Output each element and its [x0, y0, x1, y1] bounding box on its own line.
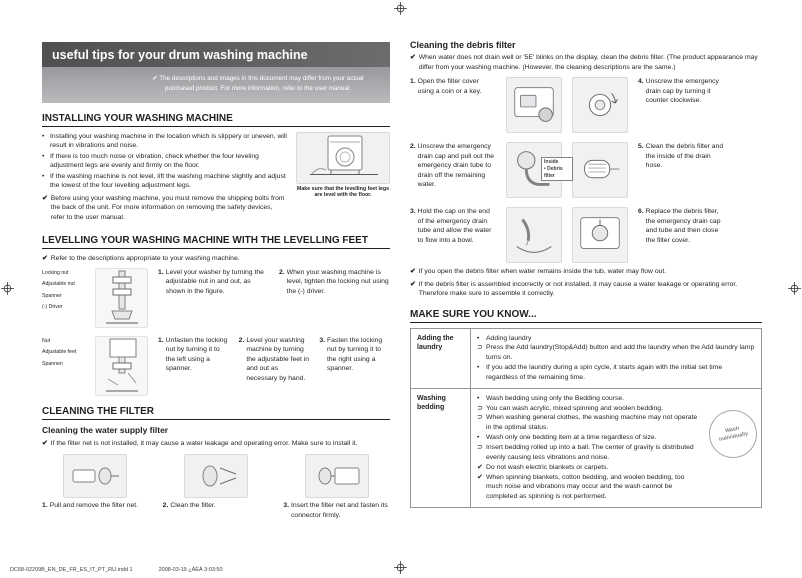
label-driver: (-) Driver [42, 303, 63, 310]
marker-icon: • [477, 434, 480, 442]
figure-pull-filter-net [63, 454, 127, 498]
marker-icon: ✔ [477, 463, 483, 471]
list-item-text: If you add the laundry during a spin cycle, it starts again with the initial set time regardless of the remaining time. [486, 364, 723, 381]
list-item-text: Wash only one bedding item at a time regardless of size. [486, 434, 657, 442]
list-item-text: When washing general clothes, the washing machine may not operate in the optimal status. [486, 414, 698, 432]
figure-washing-machine [296, 132, 390, 184]
row-content [477, 334, 755, 383]
step [410, 142, 496, 198]
right-column [410, 40, 762, 508]
footer-timestamp: 2008-03-19 ¿ÀÈÄ 3:03:50 [158, 567, 223, 573]
page-title: useful tips for your drum washing machine [42, 42, 390, 67]
list-item-text: You can wash acrylic, mixed spinning and woolen bedding. [486, 404, 663, 412]
label-nut: Nut [42, 337, 51, 344]
step [638, 207, 726, 263]
bullet-item [42, 132, 288, 151]
bullet-text: If there is too much noise or vibration, check whether the four leveling adjustment legs are evenly and firmly on the floor. [50, 152, 259, 170]
heading-levelling: LEVELLING YOUR WASHING MACHINE WITH THE LEVELLING FEET [42, 235, 390, 249]
list-item [477, 363, 755, 383]
step-text: Level your washer by turning the adjustable nut in and out, as shown in the figure. [165, 268, 264, 295]
step [283, 501, 390, 520]
note-text: If the debris filter is assembled incorrectly or not installed, it may cause a water leakage or operating error. Therefore make sure to assemble it correctly. [418, 280, 738, 298]
bullet-icon: • [42, 132, 45, 140]
subheading-water-supply-filter: Cleaning the water supply filter [42, 424, 169, 435]
figure-levelling-nut [95, 268, 148, 328]
step-number: 2. [410, 143, 416, 151]
table-row [411, 328, 762, 388]
check-note [42, 439, 390, 449]
step-text: Fasten the locking nut by turning it to the right using a spanner. [327, 336, 383, 373]
bullet-icon: • [42, 172, 45, 180]
list-item-text: Do not wash electric blankets or carpets. [486, 463, 609, 471]
list-item-text: When spinning blankets, cotton bedding, and woolen bedding, too much noise and vibrations may occur and the wash cannot be completed as spinning is not performed. [486, 473, 685, 501]
step-number: 3. [410, 208, 416, 216]
marker-icon: ⊃ [477, 414, 483, 422]
banner-disclaimer: ✔ The descriptions and images in this document may differ from your actual purchased product. For more information, refer to the user manual. [42, 67, 390, 103]
bullet-text: If the washing machine is not level, lift the washing machine slightly and adjust the lowest of the four levelling adjustment legs. [50, 172, 286, 190]
bullet-item [42, 152, 288, 171]
know-table [410, 328, 762, 509]
figure-levelling-feet [95, 336, 148, 396]
check-icon: ✔ [410, 268, 416, 276]
step-number: 3. [283, 502, 290, 510]
bullet-item [42, 172, 288, 191]
check-note [42, 254, 390, 264]
row-label-adding-laundry: Adding the laundry [411, 328, 471, 388]
step-text: Clean the filter. [170, 502, 216, 510]
step-text: Pull and remove the filter net. [49, 502, 139, 510]
note-text: When water does not drain well or '5E' blinks on the display, clean the debris filter. (The product appearance may differ from your washing machine. (However, the cleaning descriptions are the same.) [418, 54, 758, 71]
debris-steps-grid [410, 77, 762, 263]
inside-label-line2: • Debris filter [544, 165, 563, 179]
step-text: Unfasten the locking nut by turning it to the left using a spanner. [165, 336, 228, 373]
figure-caption: Make sure that the levelling feet legs are level with the floor. [296, 185, 390, 199]
label-adjustable-nut: Adjustable nut [42, 281, 75, 288]
step-number: 1. [42, 502, 48, 510]
list-item-text: Press the Add laundry(Stop&Add) button and add the laundry when the Add laundry lamp turns on. [486, 344, 755, 362]
bullet-icon: • [42, 152, 45, 160]
list-item [477, 463, 701, 473]
inside-label-line1: Inside [544, 159, 559, 166]
levelling-nut-row [42, 268, 390, 328]
list-item-text: Wash bedding using only the Bedding course. [486, 394, 625, 402]
check-note [410, 53, 762, 72]
check-icon: ✔ [42, 439, 48, 447]
step-text: Insert the filter net and fasten its connector firmly. [291, 502, 388, 519]
label-spannen: Spannen [42, 360, 63, 367]
note-text: If the filter net is not installed, it may cause a water leakage and operating error. Make sure to install it. [50, 439, 358, 447]
table-row [411, 388, 762, 507]
heading-debris-filter: Cleaning the debris filter [410, 40, 516, 50]
step-text: Clean the debris filter and the inside of the drain hose. [645, 143, 724, 170]
list-item [477, 404, 701, 414]
diagram-labels [42, 268, 92, 328]
diagram-labels [42, 336, 92, 396]
left-column [42, 42, 390, 520]
step [279, 268, 390, 328]
registration-mark-bottom-icon [394, 561, 407, 574]
step-number: 5. [638, 143, 644, 151]
marker-icon: • [477, 364, 480, 372]
list-item-text: Adding laundry [486, 334, 532, 342]
figure-clean-filter [184, 454, 248, 498]
step [42, 501, 149, 511]
step-text: Open the filter cover using a coin or a key. [417, 78, 482, 95]
wash-individually-stamp: Wash individually [705, 405, 762, 462]
registration-mark-left-icon [1, 282, 14, 295]
marker-icon: ⊃ [477, 444, 483, 452]
levelling-feet-row [42, 336, 390, 396]
step-text: Level your washing machine by turning the adjustable feet in and out as necessary by hand. [246, 336, 310, 382]
label-spanner: Spanner [42, 292, 62, 299]
list-item [477, 443, 701, 463]
step-text: Unscrew the emergency drain cap by turning it counter clockwise. [645, 78, 719, 105]
step-text: When your washing machine is level, tighten the locking nut using the (-) driver. [286, 268, 389, 295]
note-text: Before using your washing machine, you must remove the shipping bolts from the back of the unit. For more information on removing the safety devices, refer to the user manual. [50, 194, 285, 221]
registration-mark-top-icon [394, 2, 407, 15]
step-number: 1. [158, 336, 164, 344]
step-text: Replace the debris filter, the emergency drain cap and tube and then close the filter cover. [645, 208, 721, 244]
list-item [477, 473, 701, 503]
step [410, 207, 496, 263]
row-label-washing-bedding: Washing bedding [411, 388, 471, 507]
step-number: 1. [158, 268, 164, 276]
heading-make-sure-you-know: MAKE SURE YOU KNOW... [410, 309, 762, 323]
heading-installing: INSTALLING YOUR WASHING MACHINE [42, 113, 390, 127]
installing-section [42, 132, 390, 226]
list-item-text: Insert bedding rolled up into a ball. The center of gravity is distributed evenly causing less vibrations and noise. [486, 444, 694, 461]
label-locking-nut: Locking nut [42, 269, 69, 276]
marker-icon: ⊃ [477, 404, 483, 412]
check-icon: ✔ [410, 54, 416, 61]
list-item [477, 343, 755, 363]
figure-drain-into-bowl [506, 207, 562, 263]
step [638, 142, 726, 198]
step-text: Unscrew the emergency drain cap and pull out the emergency drain tube to drain off the remaining water. [417, 143, 495, 189]
marker-icon: • [477, 334, 480, 342]
figure-clean-debris-filter [544, 142, 628, 198]
step [410, 77, 496, 133]
footer-filename: DC68-02209B_EN_DE_FR_ES_IT_PT_RU.indd 1 [10, 567, 133, 573]
step-number: 3. [319, 336, 326, 344]
water-filter-steps [42, 454, 390, 520]
print-footer [10, 567, 223, 573]
step [158, 268, 269, 328]
step [638, 77, 726, 133]
figure-unscrew-cap-counterclockwise [572, 77, 628, 133]
note-text: Refer to the descriptions appropriate to your washing machine. [50, 255, 240, 263]
registration-mark-right-icon [788, 282, 801, 295]
inside-debris-filter-label [541, 157, 573, 181]
list-item [477, 413, 701, 433]
marker-icon: • [477, 394, 480, 402]
note-text: If you open the debris filter when water remains inside the tub, water may flow out. [418, 268, 667, 276]
check-icon: ✔ [410, 280, 416, 288]
check-note [410, 280, 762, 299]
step [158, 336, 229, 396]
step-text: Hold the cap on the end of the emergency drain tube and allow the water to flow into a bowl. [417, 208, 492, 244]
figure-replace-filter-cover [572, 207, 628, 263]
marker-icon: ✔ [477, 473, 483, 481]
list-item [477, 433, 701, 443]
step [239, 336, 310, 396]
bullet-text: Installing your washing machine in the location which is slippery or uneven, will result in vibrations and noise. [50, 132, 287, 150]
figure-insert-filter-net [305, 454, 369, 498]
heading-cleaning-filter: CLEANING THE FILTER [42, 406, 390, 420]
step-number: 1. [410, 78, 416, 86]
marker-icon: ⊃ [477, 344, 483, 352]
figure-open-cover-coin [506, 77, 562, 133]
check-icon: ✔ [42, 255, 48, 263]
step-number: 6. [638, 208, 644, 216]
list-item [477, 334, 755, 344]
check-note [42, 194, 288, 223]
check-icon: ✔ [42, 194, 48, 202]
step-number: 4. [638, 78, 644, 86]
row-content [477, 394, 755, 502]
step [163, 501, 270, 511]
check-note [410, 267, 762, 277]
title-banner [42, 42, 390, 103]
step-number: 2. [279, 268, 285, 276]
list-item [477, 394, 701, 404]
step-number: 2. [238, 336, 245, 344]
label-adjustable-feet: Adjustable feet [42, 349, 77, 356]
step-number: 2. [162, 502, 169, 510]
step [319, 336, 390, 396]
